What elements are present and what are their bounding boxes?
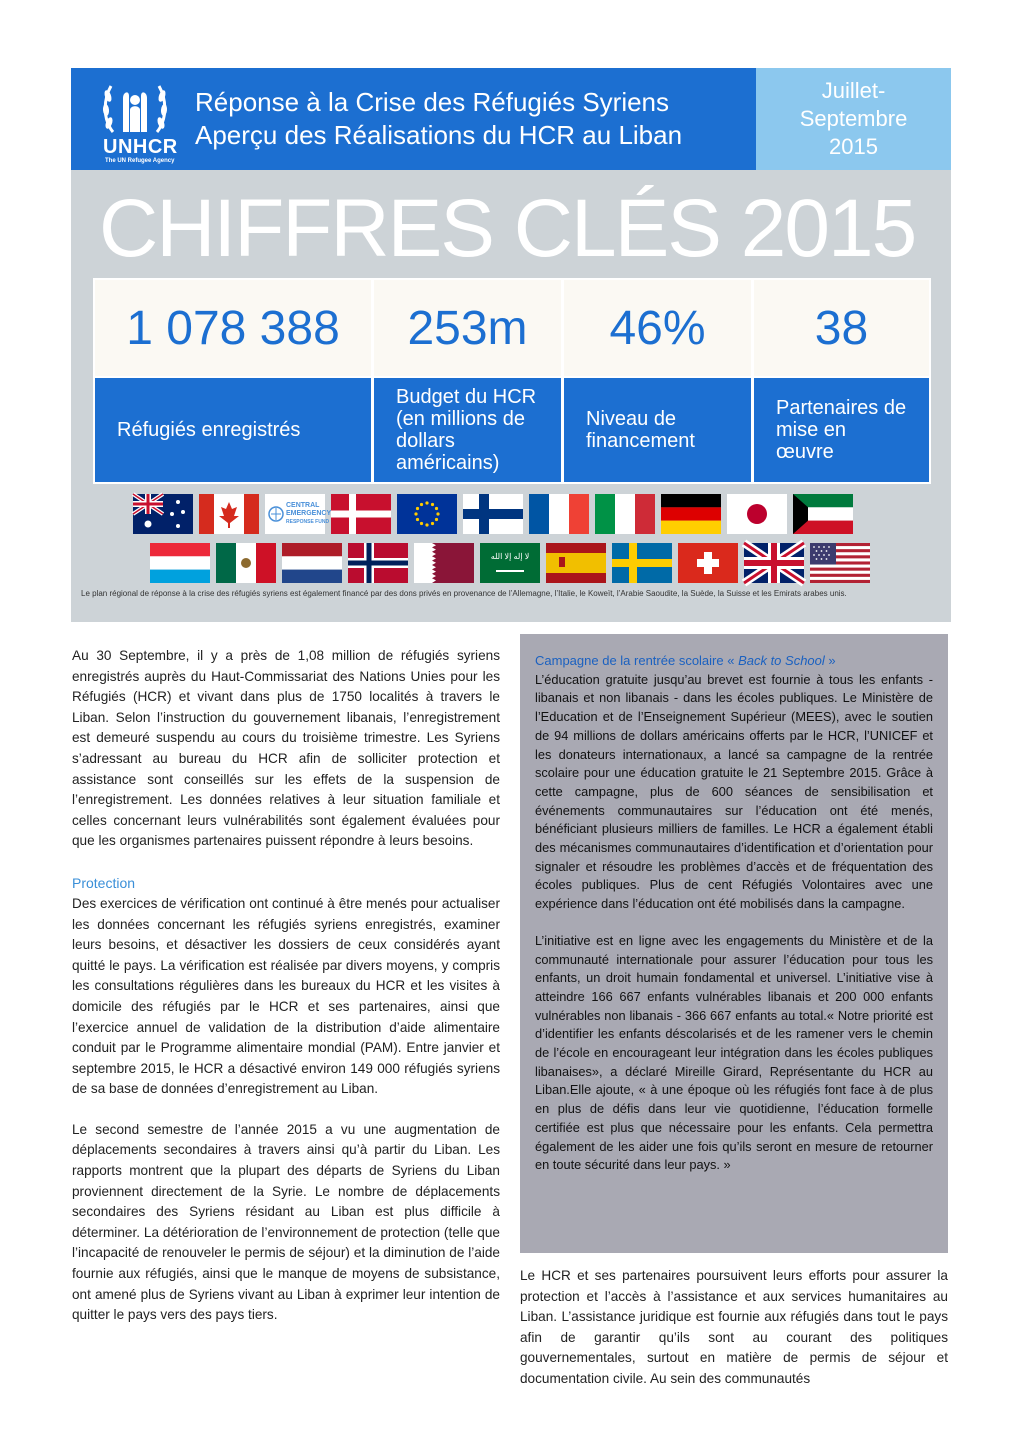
report-period bbox=[756, 68, 951, 170]
period-line-3: 2015 bbox=[829, 134, 878, 159]
australia-flag bbox=[133, 494, 193, 534]
qatar-flag bbox=[414, 543, 474, 583]
spacer bbox=[72, 852, 500, 872]
sweden-flag bbox=[612, 543, 672, 583]
back-to-school-heading bbox=[535, 652, 933, 671]
stat-label: Partenaires de mise en œuvre bbox=[754, 378, 929, 482]
heading-prefix: Campagne de la rentrée scolaire « bbox=[535, 653, 739, 668]
cerf-text-line: RESPONSE FUND bbox=[286, 519, 330, 525]
stat-value: 46% bbox=[564, 280, 751, 378]
stats-grid bbox=[93, 278, 931, 484]
uk-flag bbox=[744, 543, 804, 583]
denmark-flag bbox=[331, 494, 391, 534]
header-main bbox=[71, 68, 756, 170]
protection-paragraph-2: Le second semestre de l’année 2015 a vu une augmentation de déplacements secondaires à travers ainsi qu’à partir du Liban. Les rapports montrent que la plupart des départs de Syriens du Liban proviennent directement de la Syrie. Le nombre de déplacements secondaires des Syriens résidant au Liban est plus difficile à déterminer. La détérioration de l’environnement de protection (telle que l’incapacité de renouveler le permis de séjour) et la diminution de l’aide fournie aux réfugiés, ainsi que le manque de moyens de subsistance, ont amené plus de Syriens vivant au Liban à exprimer leur intention de quitter le pays vers des pays tiers. bbox=[72, 1121, 500, 1323]
eu-flag bbox=[397, 494, 457, 534]
stat-label: Budget du HCR (en millions de dollars américains) bbox=[374, 378, 561, 482]
period-line-1: Juillet- bbox=[821, 78, 886, 103]
italy-flag bbox=[595, 494, 655, 534]
norway-flag bbox=[348, 543, 408, 583]
unhcr-logo bbox=[85, 76, 185, 166]
unhcr-logo-text: UNHCR bbox=[103, 136, 178, 158]
key-figures-panel bbox=[71, 170, 951, 622]
donor-flags-row-2 bbox=[150, 543, 870, 583]
kuwait-flag bbox=[793, 494, 853, 534]
intro-paragraph: Au 30 Septembre, il y a près de 1,08 million de réfugiés syriens enregistrés auprès du Haut-Commissariat des Nations Unies pour les Réfugiés (HCR) et vivant dans plus de 1750 localités à travers le Liban. Selon l’instruction du gouvernement libanais, l’enregistrement est demeuré suspendu au cours du troisième trimestre. Les Syriens s’adressant au bureau du HCR afin de solliciter protection et assistance sont conseillés sur les effets de la suspension de l’enregistrement. Les données relatives à leur situation familiale et celles concernant leurs vulnérabilités sont également évaluées pour que les organismes partenaires puissent répondre à leurs besoins. bbox=[72, 648, 500, 849]
back-to-school-paragraph-1: L’éducation gratuite jusqu’au brevet est fournie à tous les enfants - libanais et non libanais - dans les écoles publiques. Le Ministère de l’Education et de l’Enseignement Supérieur (MEES), avec le soutien de 94 millions de dollars américains offerts par le HCR, l’UNICEF et les donateurs internationaux, a lancé sa campagne de la rentrée scolaire pour une éducation gratuite le 21 Septembre 2015. Grâce à cette campagne, plus de 600 séances de sensibilisation et événements communautaires sur l’éducation ont été menés, bénéficiant plusieurs milliers de familles. Le HCR a également établi des mécanismes communautaires d’identification et d’orientation pour signaler et résoudre les problèmes d’accès et de fréquentation des écoles publiques. Plus de cent Réfugiés Volontaires avec une expérience dans l’éducation ont été mobilisés dans la campagne. bbox=[535, 671, 933, 912]
heading-italic: Back to School bbox=[738, 653, 825, 668]
saudi-arabia-flag bbox=[480, 543, 540, 583]
unhcr-logo-subtext: The UN Refugee Agency bbox=[105, 158, 175, 164]
stat-registered-refugees bbox=[95, 280, 374, 482]
saudi-flag-inscription: لا إله إلا الله bbox=[490, 552, 530, 561]
germany-flag bbox=[661, 494, 721, 534]
document-title bbox=[195, 86, 682, 152]
right-column bbox=[520, 1266, 948, 1390]
stat-value: 253m bbox=[374, 280, 561, 378]
mexico-flag bbox=[216, 543, 276, 583]
back-to-school-content bbox=[535, 652, 933, 1175]
canada-flag bbox=[199, 494, 259, 534]
stat-funding-level bbox=[564, 280, 754, 482]
header-banner bbox=[71, 68, 951, 170]
stat-label: Réfugiés enregistrés bbox=[95, 378, 371, 482]
cerf-logo bbox=[265, 494, 332, 534]
switzerland-flag bbox=[678, 543, 738, 583]
back-to-school-box bbox=[520, 634, 948, 1253]
france-flag bbox=[529, 494, 589, 534]
cerf-text-line: CENTRAL bbox=[286, 502, 320, 509]
back-to-school-paragraph-2: L’initiative est en ligne avec les engagements du Ministère et de la communauté internationale pour assurer l’éducation pour tous les enfants, un droit humain fondamental et universel. L’initiative vise à atteindre 166 667 enfants vulnérables libanais et 200 000 enfants vulnérables non libanais - 366 667 enfants au total.« Notre priorité est d’identifier les enfants déscolarisés et de les ramener vers le chemin de l’école en encourageant leur intégration dans les écoles publiques libanaises», a déclaré Mireille Girard, Représentante du HCR au Liban.Elle ajoute, « à une époque où les réfugiés font face à de plus en plus de défis dans leur vie quotidienne, l’éducation formelle certifiée est plus que nécessaire pour les enfants. Cela permettra également de les aider une fois qu’ils seront en mesure de retourner en toute sécurité dans leur pays. » bbox=[535, 932, 933, 1173]
title-line-2: Aperçu des Réalisations du HCR au Liban bbox=[195, 120, 683, 150]
protection-paragraph-1: Des exercices de vérification ont continué à être menés pour actualiser les données concernant les réfugiés syriens enregistrés, examiner leurs besoins, et désactiver les dossiers de ceux considérés ayant quitté le pays. La vérification est réalisée par divers moyens, y compris les consultations régulières dans les bureaux du HCR et les visites à domicile des réfugiés par le HCR et ses partenaires, ainsi que l’exercice annuel de validation de la distribution d’aide alimentaire conduit par le Programme alimentaire mondial (PAM). Entre janvier et septembre 2015, le HCR a désactivé environ 149 000 réfugiés syriens de sa base de données d’enregistrement au Liban. bbox=[72, 895, 500, 1097]
finland-flag bbox=[463, 494, 523, 534]
spacer bbox=[72, 1100, 500, 1120]
stat-value: 1 078 388 bbox=[95, 280, 371, 378]
period-line-2: Septembre bbox=[799, 106, 908, 131]
stat-budget bbox=[374, 280, 564, 482]
key-figures-title: CHIFFRES CLÉS 2015 bbox=[99, 183, 916, 274]
netherlands-flag bbox=[282, 543, 342, 583]
japan-flag bbox=[727, 494, 787, 534]
title-line-1: Réponse à la Crise des Réfugiés Syriens bbox=[195, 87, 670, 117]
right-paragraph: Le HCR et ses partenaires poursuivent leurs efforts pour assurer la protection et l’accès à l’assistance et aux services humanitaires au Liban. L’assistance juridique est fournie aux réfugiés dans tout le pays afin de garantir qu’ils sont au courant des politiques gouvernementales, surtout en matière de permis de séjour et documentation civile. Au sein des communautés bbox=[520, 1268, 948, 1386]
donor-flags-row-1 bbox=[133, 494, 853, 534]
laurel-hands-icon bbox=[99, 76, 171, 138]
spain-flag bbox=[546, 543, 606, 583]
heading-suffix: » bbox=[824, 653, 836, 668]
stat-partners bbox=[754, 280, 929, 482]
left-column bbox=[72, 646, 500, 1326]
spacer bbox=[535, 914, 933, 932]
cerf-text bbox=[286, 502, 331, 526]
cerf-text-line: EMERGENCY bbox=[286, 510, 332, 517]
usa-flag bbox=[810, 543, 870, 583]
funding-footnote: Le plan régional de réponse à la crise des réfugiés syriens est également financé par des dons privés en provenance de l’Allemagne, l’Italie, le Koweït, l’Arabie Saoudite, la Suède, la Suisse et les Emirats arabes unis. bbox=[81, 589, 847, 598]
luxembourg-flag bbox=[150, 543, 210, 583]
stat-label: Niveau de financement bbox=[564, 378, 751, 482]
stat-value: 38 bbox=[754, 280, 929, 378]
protection-heading: Protection bbox=[72, 874, 136, 891]
